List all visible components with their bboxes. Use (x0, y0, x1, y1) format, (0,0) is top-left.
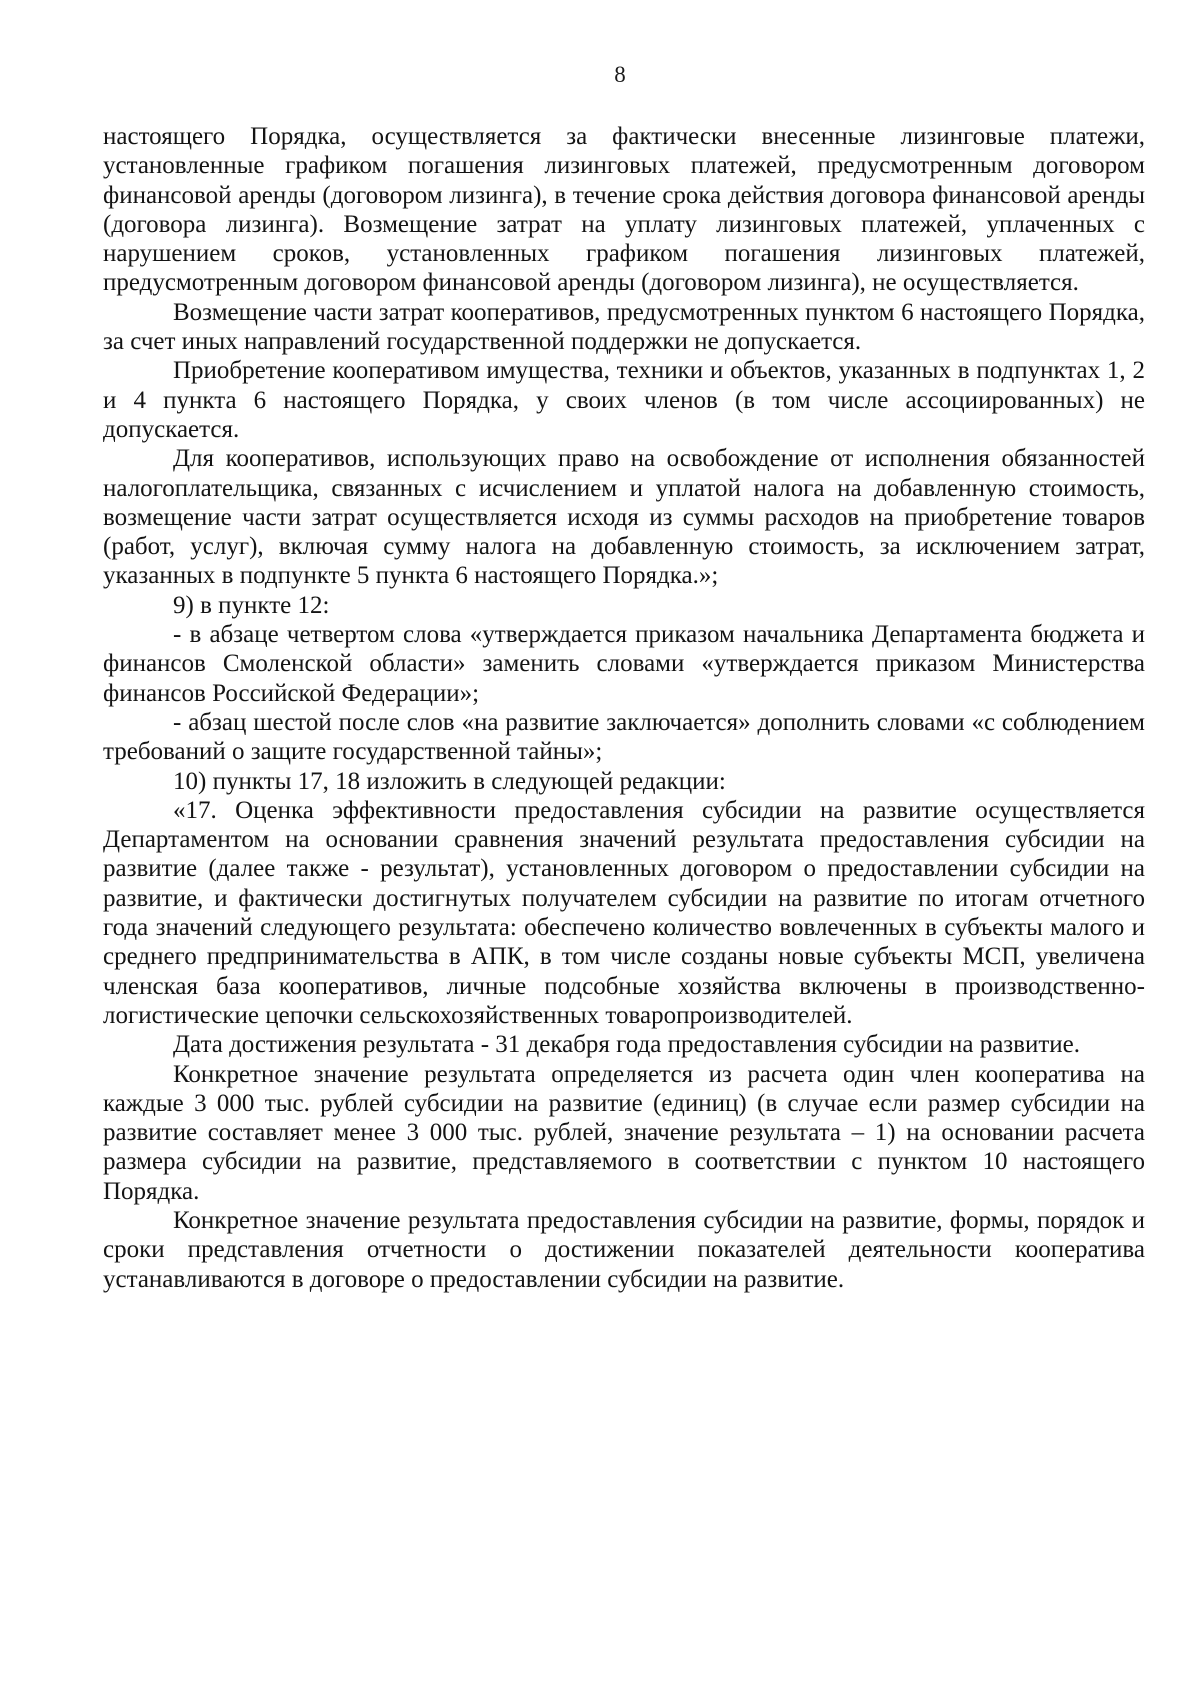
paragraph-7: - абзац шестой после слов «на развитие заключается» дополнить словами «с соблюдением требований о защите государственной тайны»; (103, 708, 1145, 766)
paragraph-4: Для кооперативов, использующих право на освобождение от исполнения обязанностей налогоплательщика, связанных с исчислением и уплатой налога на добавленную стоимость, возмещение части затрат осуществляется исходя из суммы расходов на приобретение товаров (работ, услуг), включая сумму налога на добавленную стоимость, за исключением затрат, указанных в подпункте 5 пункта 6 настоящего Порядка.»; (103, 445, 1145, 590)
paragraph-5: 9) в пункте 12: (173, 591, 330, 619)
paragraph-12: Конкретное значение результата предоставления субсидии на развитие, формы, порядок и сроки представления отчетности о достижении показателей деятельности кооператива устанавливаются в договоре о предоставлении субсидии на развитие. (103, 1206, 1145, 1293)
document-body (103, 122, 1145, 1294)
paragraph-11: Конкретное значение результата определяется из расчета один член кооператива на каждые 3 000 тыс. рублей субсидии на развитие (единиц) (в случае если размер субсидии на развитие составляет менее 3 000 тыс. рублей, значение результата – 1) на основании расчета размера субсидии на развитие, представляемого в соответствии с пунктом 10 настоящего Порядка. (103, 1060, 1145, 1205)
paragraph-6: - в абзаце четвертом слова «утверждается приказом начальника Департамента бюджета и финансов Смоленской области» заменить словами «утверждается приказом Министерства финансов Российской Федерации»; (103, 621, 1145, 707)
paragraph-1: настоящего Порядка, осуществляется за фактически внесенные лизинговые платежи, установленные графиком погашения лизинговых платежей, предусмотренным договором финансовой аренды (договором лизинга), в течение срока действия договора финансовой аренды (договора лизинга). Возмещение затрат на уплату лизинговых платежей, уплаченных с нарушением сроков, установленных графиком погашения лизинговых платежей, предусмотренным договором финансовой аренды (договором лизинга), не осуществляется. (103, 123, 1145, 297)
paragraph-10: Дата достижения результата - 31 декабря года предоставления субсидии на развитие. (173, 1031, 1081, 1059)
paragraph-9: «17. Оценка эффективности предоставления субсидии на развитие осуществляется Департаментом на основании сравнения значений результата предоставления субсидии на развитие (далее также - результат), установленных договором о предоставлении субсидии на развитие, и фактически достигнутых получателем субсидии на развитие по итогам отчетного года значений следующего результата: обеспечено количество вовлеченных в субъекты малого и среднего предпринимательства в АПК, в том числе созданы новые субъекты МСП, увеличена членская база кооперативов, личные подсобные хозяйства включены в производственно-логистические цепочки сельскохозяйственных товаропроизводителей. (103, 796, 1145, 1029)
paragraph-2: Возмещение части затрат кооперативов, предусмотренных пунктом 6 настоящего Порядка, за счет иных направлений государственной поддержки не допускается. (103, 298, 1145, 356)
paragraph-3: Приобретение кооперативом имущества, техники и объектов, указанных в подпунктах 1, 2 и 4 пункта 6 настоящего Порядка, у своих членов (в том числе ассоциированных) не допускается. (103, 357, 1145, 443)
paragraph-8: 10) пункты 17, 18 изложить в следующей редакции: (173, 767, 726, 795)
page-number: 8 (614, 62, 626, 87)
